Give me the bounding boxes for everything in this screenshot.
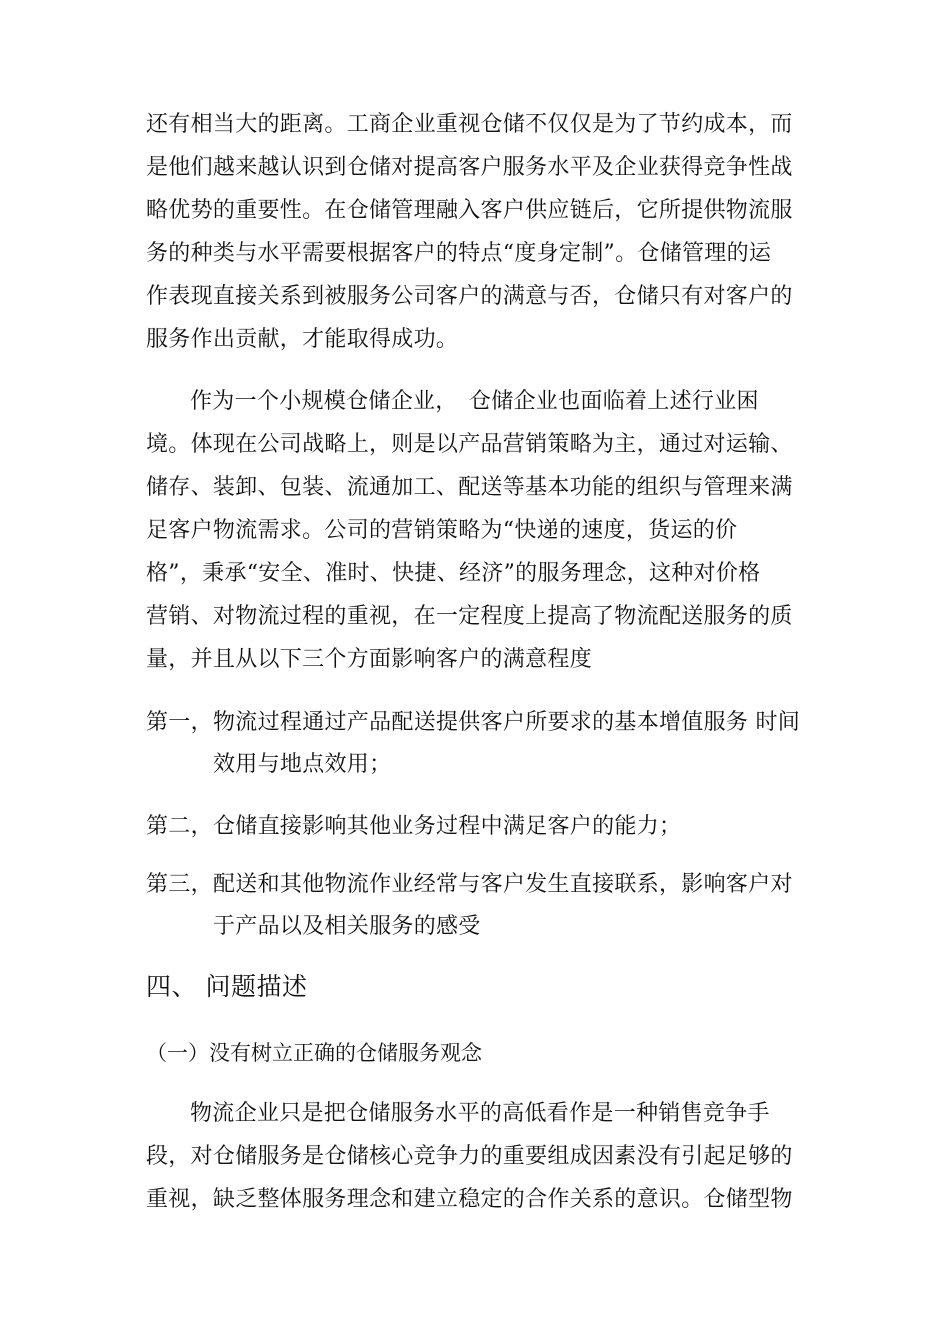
paragraph-2-line: 足客户物流需求。公司的营销策略为“快递的速度，货运的价 <box>146 518 738 543</box>
paragraph-2-line: 储存、装卸、包装、流通加工、配送等基本功能的组织与管理来满 <box>146 475 793 500</box>
list-item-line: 配送和其他物流作业经常与客户发生直接联系，影响客户对 <box>213 872 793 897</box>
paragraph-2-line: 作为一个小规模仓储企业， 仓储企业也面临着上述行业困 <box>190 389 759 414</box>
paragraph-1-line: 作表现直接关系到被服务公司客户的满意与否，仓储只有对客户的 <box>146 284 793 309</box>
list-item-line: 效用与地点效用； <box>213 752 392 777</box>
paragraph-2-line: 格”，秉承“安全、准时、快捷、经济”的服务理念，这种对价格 <box>146 561 761 586</box>
paragraph-3-line: 物流企业只是把仓储服务水平的高低看作是一种销售竞争手 <box>190 1101 770 1126</box>
list-marker: 第三， <box>146 872 213 897</box>
paragraph-3-line: 重视，缺乏整体服务理念和建立稳定的合作关系的意识。仓储型物 <box>146 1187 793 1212</box>
paragraph-2-line: 境。体现在公司战略上，则是以产品营销策略为主，通过对运输、 <box>146 432 793 457</box>
subsection-heading: （一）没有树立正确的仓储服务观念 <box>146 1041 482 1065</box>
paragraph-2-line: 营销、对物流过程的重视，在一定程度上提高了物流配送服务的质 <box>146 604 793 629</box>
list-item-line: 仓储直接影响其他业务过程中满足客户的能力； <box>213 814 682 839</box>
list-item-line: 物流过程通过产品配送提供客户所要求的基本增值服务 时间 <box>213 710 801 735</box>
list-item-line: 于产品以及相关服务的感受 <box>213 914 481 939</box>
paragraph-1-line: 务的种类与水平需要根据客户的特点“度身定制”。仓储管理的运 <box>146 241 772 266</box>
paragraph-1-line: 还有相当大的距离。工商企业重视仓储不仅仅是为了节约成本，而 <box>146 112 793 137</box>
paragraph-1-line: 是他们越来越认识到仓储对提高客户服务水平及企业获得竞争性战 <box>146 155 793 180</box>
section-heading: 四、 问题描述 <box>146 972 308 1001</box>
paragraph-1-line: 略优势的重要性。在仓储管理融入客户供应链后，它所提供物流服 <box>146 198 793 223</box>
paragraph-3-line: 段，对仓储服务是仓储核心竞争力的重要组成因素没有引起足够的 <box>146 1144 793 1169</box>
paragraph-2-line: 量，并且从以下三个方面影响客户的满意程度 <box>146 647 593 672</box>
paragraph-1-line: 服务作出贡献，才能取得成功。 <box>146 327 459 352</box>
list-marker: 第二， <box>146 814 213 839</box>
list-marker: 第一， <box>146 710 213 735</box>
